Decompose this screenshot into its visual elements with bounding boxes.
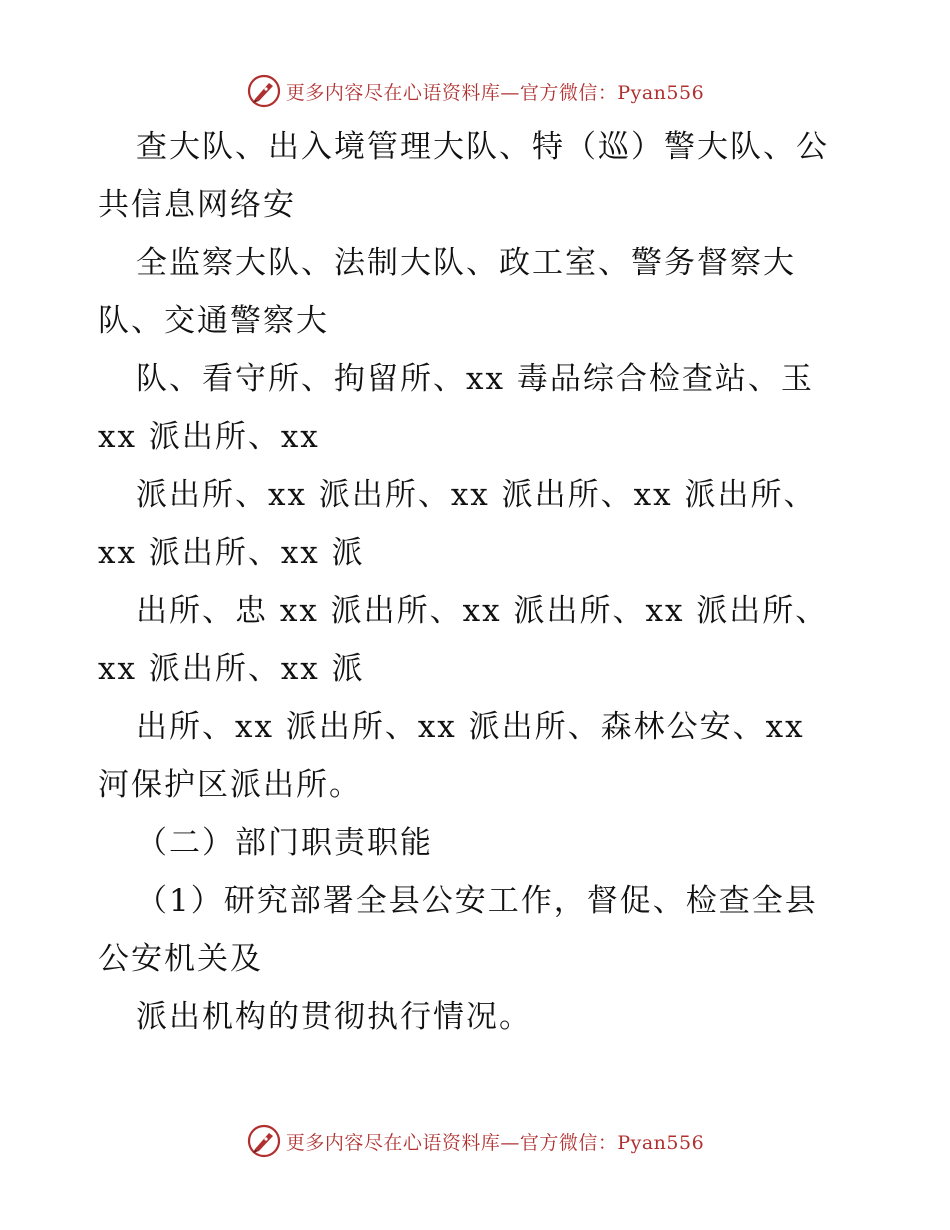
text-line: 共信息网络安 xyxy=(98,187,296,223)
footer-watermark xyxy=(0,1121,950,1161)
text-line: 派出机构的贯彻执行情况。 xyxy=(136,999,532,1035)
header-watermark xyxy=(0,71,950,111)
paragraph xyxy=(98,698,858,814)
paragraph xyxy=(98,988,858,1046)
text-line: 全监察大队、法制大队、政工室、警务督察大 xyxy=(136,245,796,281)
text-line: xx 派出所、xx xyxy=(98,419,320,455)
text-line: 公安机关及 xyxy=(98,941,263,977)
text-line: 出所、xx 派出所、xx 派出所、森林公安、xx xyxy=(136,709,805,745)
pen-circle-logo-icon xyxy=(246,73,282,109)
text-line: 出所、忠 xx 派出所、xx 派出所、xx 派出所、 xyxy=(136,593,829,629)
text-line: xx 派出所、xx 派 xyxy=(98,651,365,687)
text-line: 派出所、xx 派出所、xx 派出所、xx 派出所、 xyxy=(136,477,817,513)
text-line: 队、看守所、拘留所、xx 毒品综合检查站、玉 xyxy=(136,361,814,397)
paragraph xyxy=(98,872,858,988)
paragraph xyxy=(98,582,858,698)
heading-line: （二）部门职责职能 xyxy=(136,825,433,861)
pen-circle-logo-icon xyxy=(246,1123,282,1159)
text-line: （1）研究部署全县公安工作，督促、检查全县 xyxy=(136,883,818,919)
watermark-text: 更多内容尽在心语资料库—官方微信：Pyan556 xyxy=(285,81,705,104)
paragraph xyxy=(98,350,858,466)
watermark-text: 更多内容尽在心语资料库—官方微信：Pyan556 xyxy=(285,1131,705,1154)
paragraph xyxy=(98,118,858,234)
paragraph xyxy=(98,466,858,582)
paragraph xyxy=(98,234,858,350)
text-line: 查大队、出入境管理大队、特（巡）警大队、公 xyxy=(136,129,829,165)
document-body xyxy=(98,118,858,1046)
text-line: xx 派出所、xx 派 xyxy=(98,535,365,571)
text-line: 河保护区派出所。 xyxy=(98,767,362,803)
text-line: 队、交通警察大 xyxy=(98,303,329,339)
section-heading xyxy=(98,814,858,872)
